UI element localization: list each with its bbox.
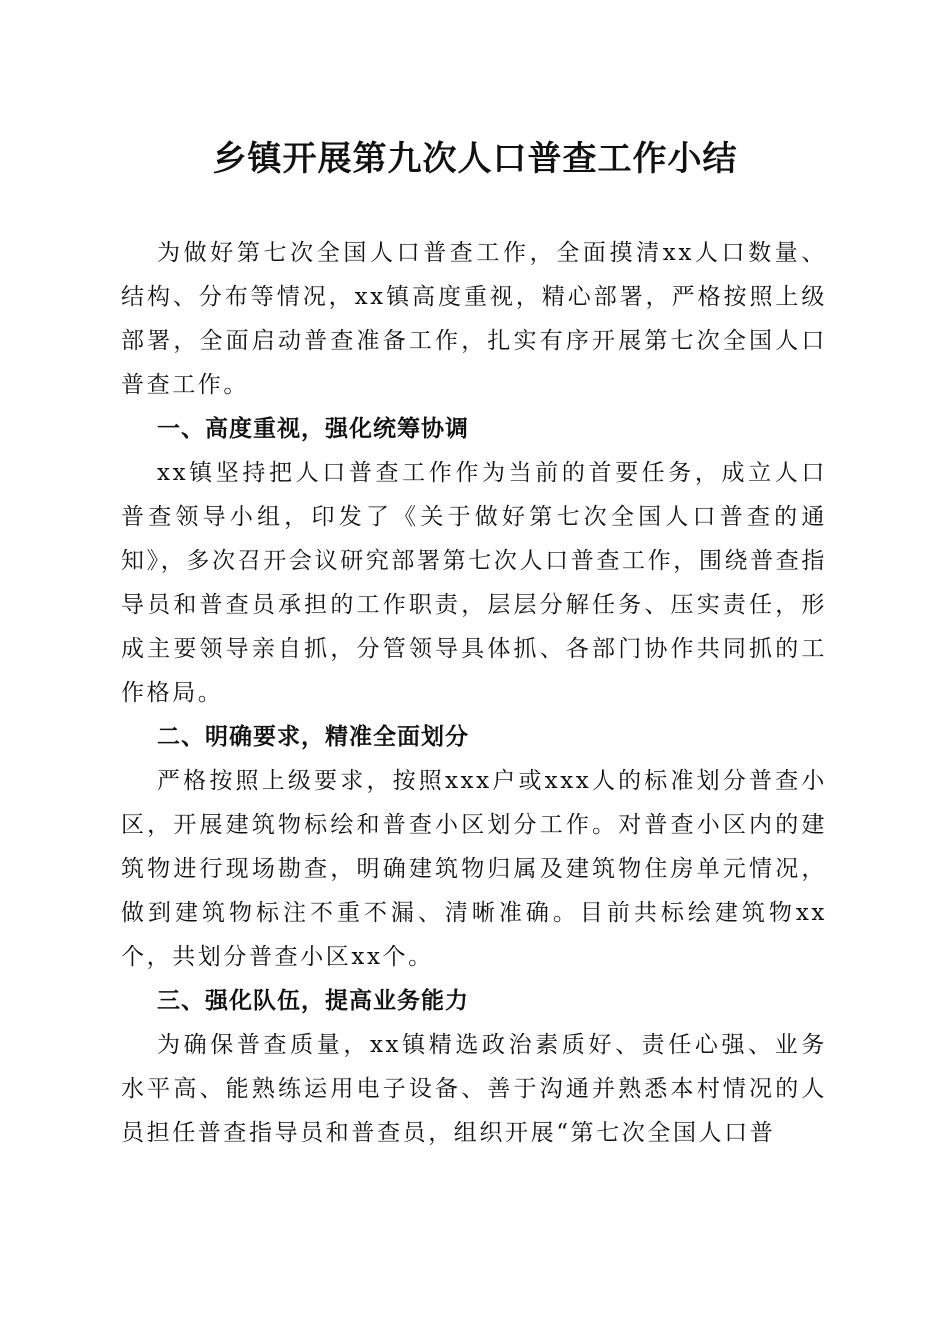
document-body — [121, 231, 827, 1155]
section-1-heading: 一、高度重视，强化统筹协调 — [157, 416, 469, 442]
section-3-paragraph: 为确保普查质量，xx镇精选政治素质好、责任心强、业务水平高、能熟练运用电子设备、善于沟通并熟悉本村情况的人员担任普查指导员和普查员，组织开展“第七次全国人口普 — [121, 1032, 827, 1146]
intro-paragraph: 为做好第七次全国人口普查工作，全面摸清xx人口数量、结构、分布等情况，xx镇高度重视，精心部署，严格按照上级部署，全面启动普查准备工作，扎实有序开展第七次全国人口普查工作。 — [121, 240, 827, 398]
section-2-heading: 二、明确要求，精准全面划分 — [157, 724, 469, 750]
document-title: 乡镇开展第九次人口普查工作小结 — [212, 139, 738, 179]
section-2-paragraph: 严格按照上级要求，按照xxx户或xxx人的标准划分普查小区，开展建筑物标绘和普查小区划分工作。对普查小区内的建筑物进行现场勘查，明确建筑物归属及建筑物住房单元情况，做到建筑物标注不重不漏、清晰准确。目前共标绘建筑物xx个，共划分普查小区xx个。 — [121, 768, 827, 970]
section-3-heading: 三、强化队伍，提高业务能力 — [157, 988, 469, 1014]
section-1-paragraph: xx镇坚持把人口普查工作作为当前的首要任务，成立人口普查领导小组，印发了《关于做好第七次全国人口普查的通知》，多次召开会议研究部署第七次人口普查工作，围绕普查指导员和普查员承担的工作职责，层层分解任务、压实责任，形成主要领导亲自抓，分管领导具体抓、各部门协作共同抓的工作格局。 — [121, 460, 827, 706]
